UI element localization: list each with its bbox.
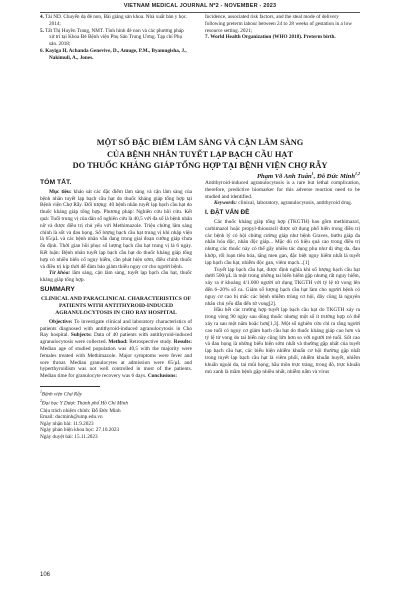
right-column (205, 180, 360, 375)
header-rule (40, 12, 360, 13)
abstract-heading: TÓM TẮT. (40, 179, 72, 186)
reference-item: 4. Tài ND. Chuyển dạ đẻ non, Bài giảng sản khoa. Nhà xuất bản y học. 2014; (40, 14, 188, 27)
footnote-corresponding: Chịu trách nhiệm chính: Đỗ Đức Minh (40, 407, 121, 414)
section-heading: I. ĐẶT VẤN ĐỀ (205, 209, 250, 217)
reference-item: 5. Tất Thị Huyền Trang, NMT. Tình hình đẻ non và các phương pháp xử trí tại Khoa Đẻ Bệnh viện Phụ Sản Trung Ương. Tạp chí Phụ sản. 2018; (40, 27, 184, 48)
journal-header: VIETNAM MEDICAL JOURNAL Nº2 - NOVEMBER - 2023 (123, 3, 277, 9)
author-list: Phạm Võ Anh Tuấn$^1$, Đỗ Đức Minh$^{1,2}$ (257, 171, 360, 181)
page-number: 106 (40, 572, 51, 578)
english-title: CLINICAL AND PARACLINICAL CHARACTERISTICS OF PATIENTS WITH ANTITHYROID-INDUCED AGRANULOCYTOSIS IN CHO RAY HOSPITAL (40, 295, 192, 316)
author-name: Đỗ Đức Minh (316, 173, 355, 181)
body-paragraph: Các thuốc kháng giáp tổng hợp (TKGTH) bao gồm methimazol, carbimazol hoặc propyl-thiouracil được sử dụng phổ biến trong điều trị các bệnh lý có hội chứng cường giáp như bệnh Graves, bướu giáp đa nhân hóa độc, nhân độc giáp... Mặc dù có hiệu quả cao trong điều trị nhưng các thuốc này có thể gây nhiều tác dụng phụ như dị ứng da, đau khớp, rối loạn tiêu hóa, tăng men gan, đặc biệt nguy hiểm nhất là tuyết lạp bạch cầu hạt, nhiễm độc gan, viêm mạch...[1] (205, 218, 360, 266)
title-line: CỦA BỆNH NHÂN TUYẾT LẠP BẠCH CẦU HẠT (106, 149, 294, 159)
article-title (40, 137, 360, 172)
footnote-received: Ngày nhận bài: 11.9.2023 (40, 420, 94, 427)
title-line: DO THUỐC KHÁNG GIÁP TỔNG HỢP TẠI BỆNH VIỆN CHỢ RẪY (72, 161, 328, 170)
references-right (205, 14, 360, 41)
body-paragraph: Tuyết lạp bạch cầu hạt, được định nghĩa khi số lượng bạch cầu hạt dưới 500/µL là một trong những tai biến hiếm gặp nhưng rất nguy hiểm, xảy ra ở khoảng 4/1.000 người sử dụng TKGTH với tỷ lệ tử vong lên đến 6–20% số ca. Giảm số lượng bạch cầu hạt làm cho người bệnh có nguy cơ cao bị mắc các bệnh nhiễm trùng cơ hội, đây cũng là nguyên nhân chủ yếu dẫn đến tử vong[2]. (205, 266, 360, 307)
footnote-email: Email: ducminh@ump.edu.vn (40, 414, 103, 421)
keywords-en: Keywords: clinical, laboratory, agranulocytosis, antithyroid drug. (214, 200, 353, 207)
footnote-affiliation: $^1$Bệnh viện Chợ Rẫy (40, 389, 82, 398)
body-paragraph: Hầu hết các trường hợp tuyết lạp bạch cầu hạt do TKGTH xảy ra trong vòng 90 ngày sau dùng thuốc nhưng một số ít trường hợp có thể xảy ra sau một năm hoặc hơn[1,3]. Một số nghiên cứu chỉ ra rằng người cao tuổi có nguy cơ giảm bạch cầu hạt do thuốc kháng giáp cao hơn và tỷ lệ tử vong do tai biến này cũng lớn hơn so với người trẻ tuổi. Sốt cao và đau họng là những biểu hiện sớm nhất và thường gặp nhất của tuyết lạp bạch cầu hạt, các biểu hiện nhiễm khuẩn cơ hội thường gặp nhất trong tuyết lạp bạch cầu hạt là viêm phổi, nhiễm khuẩn huyết, nhiễm khuẩn ngoài da, tai mũi họng, hầu môn trực tràng, trong đó, trực khuẩn mủ xanh là mầm bệnh gặp nhiều nhất, nhiễm nấm và virus (205, 307, 360, 375)
summary-continuation: Antithyroid-induced agranulocytosis is a rare but lethal complication, therefore, predictive biomarker for this adverse reaction need to be studied and identified. (205, 180, 360, 200)
summary-heading: SUMMARY (40, 285, 75, 293)
abstract-paragraph: Mục tiêu: khảo sát các đặc điểm lâm sàng và cận lâm sàng của bệnh nhân tuyết lạp bạch cầu hạt do thuốc kháng giáp tổng hợp tại Bệnh viện Chợ Rẫy. Đối tượng: 40 bệnh nhân tuyết lạp bạch cầu hạt do thuốc kháng giáp tổng hợp. Phương pháp: Nghiên cứu hồi cứu. Kết quả: Tuổi trung vị của dân số nghiên cứu là 40,5 với đa số là bệnh nhân nữ và được điều trị chủ yếu với Methimazole. Triệu chứng lâm sàng chính là sốt và đau họng. Số lượng bạch cầu hạt trung vị khi nhập viện là 65/µL và các bệnh nhân vẫn đang trong giai đoạn cường giáp chưa ổn định. Thời gian hồi phục số lượng bạch cầu hạt trung vị là 6 ngày. Kết luận: Bệnh nhân tuyết lạp bạch cầu hạt do thuốc kháng giáp tổng hợp có nhiều biến cố nguy hiểm, cần phát hiện sớm, điều chỉnh thuốc và điều trị kịp thời để đảm bảo giảm thiểu nguy cơ cho người bệnh. (40, 188, 193, 270)
reference-item: 7. World Health Organization (WHO 2018). Preterm birth. (205, 34, 336, 41)
reference-item: 6. Kayiga H, Achanda Genevive, D., Amuge, P.M., Byamugisha, J., Nakimuli, A., Jones. (40, 47, 187, 61)
footnote-accepted: Ngày duyệt bài: 15.11.2023 (40, 433, 98, 440)
left-column (40, 180, 192, 441)
reference-item: Incidence, associated risk factors, and the steal mode of delivery following preterm labour between 24 to 28 weeks of gestation in a low resource setting. 2021; (205, 14, 352, 34)
footnote-affiliation: $^2$Đại học Y Dược Thành phố Hồ Chí Minh (40, 399, 128, 407)
author-name: Phạm Võ Anh Tuấn (257, 173, 312, 181)
keywords-vi: Từ khóa: lâm sàng, cận lâm sàng, tuyết lạp bạch cầu hạt, thuốc kháng giáp tổng hợp. (40, 270, 192, 284)
summary-paragraph: Objective: To investigate clinical and laboratory characteristics of patients diagnosed with antithyroid-induced agranulocytosis in Cho Ray hospital. Subjects: Data of 40 patients with antithyroid-induced agranulocytosis were collected. Method: Retrospective study. Results: Median age of studied population was 40,5 with the majority were females treated with Methimazole. Major symptoms were fever and sore throat. Median granulocytes at admission were 65/µL and hyperthyroidism was not well controlled in most of the patients. Median time for granulocyte recovery was 6 days. Conclusions: (40, 318, 193, 380)
footnote-reviewed: Ngày phản biện khoa học: 27.10.2023 (40, 427, 120, 434)
title-line: MỘT SỐ ĐẶC ĐIỂM LÂM SÀNG VÀ CẬN LÂM SÀNG (96, 138, 304, 147)
references-left (40, 14, 190, 62)
footnote-rule (40, 386, 100, 387)
